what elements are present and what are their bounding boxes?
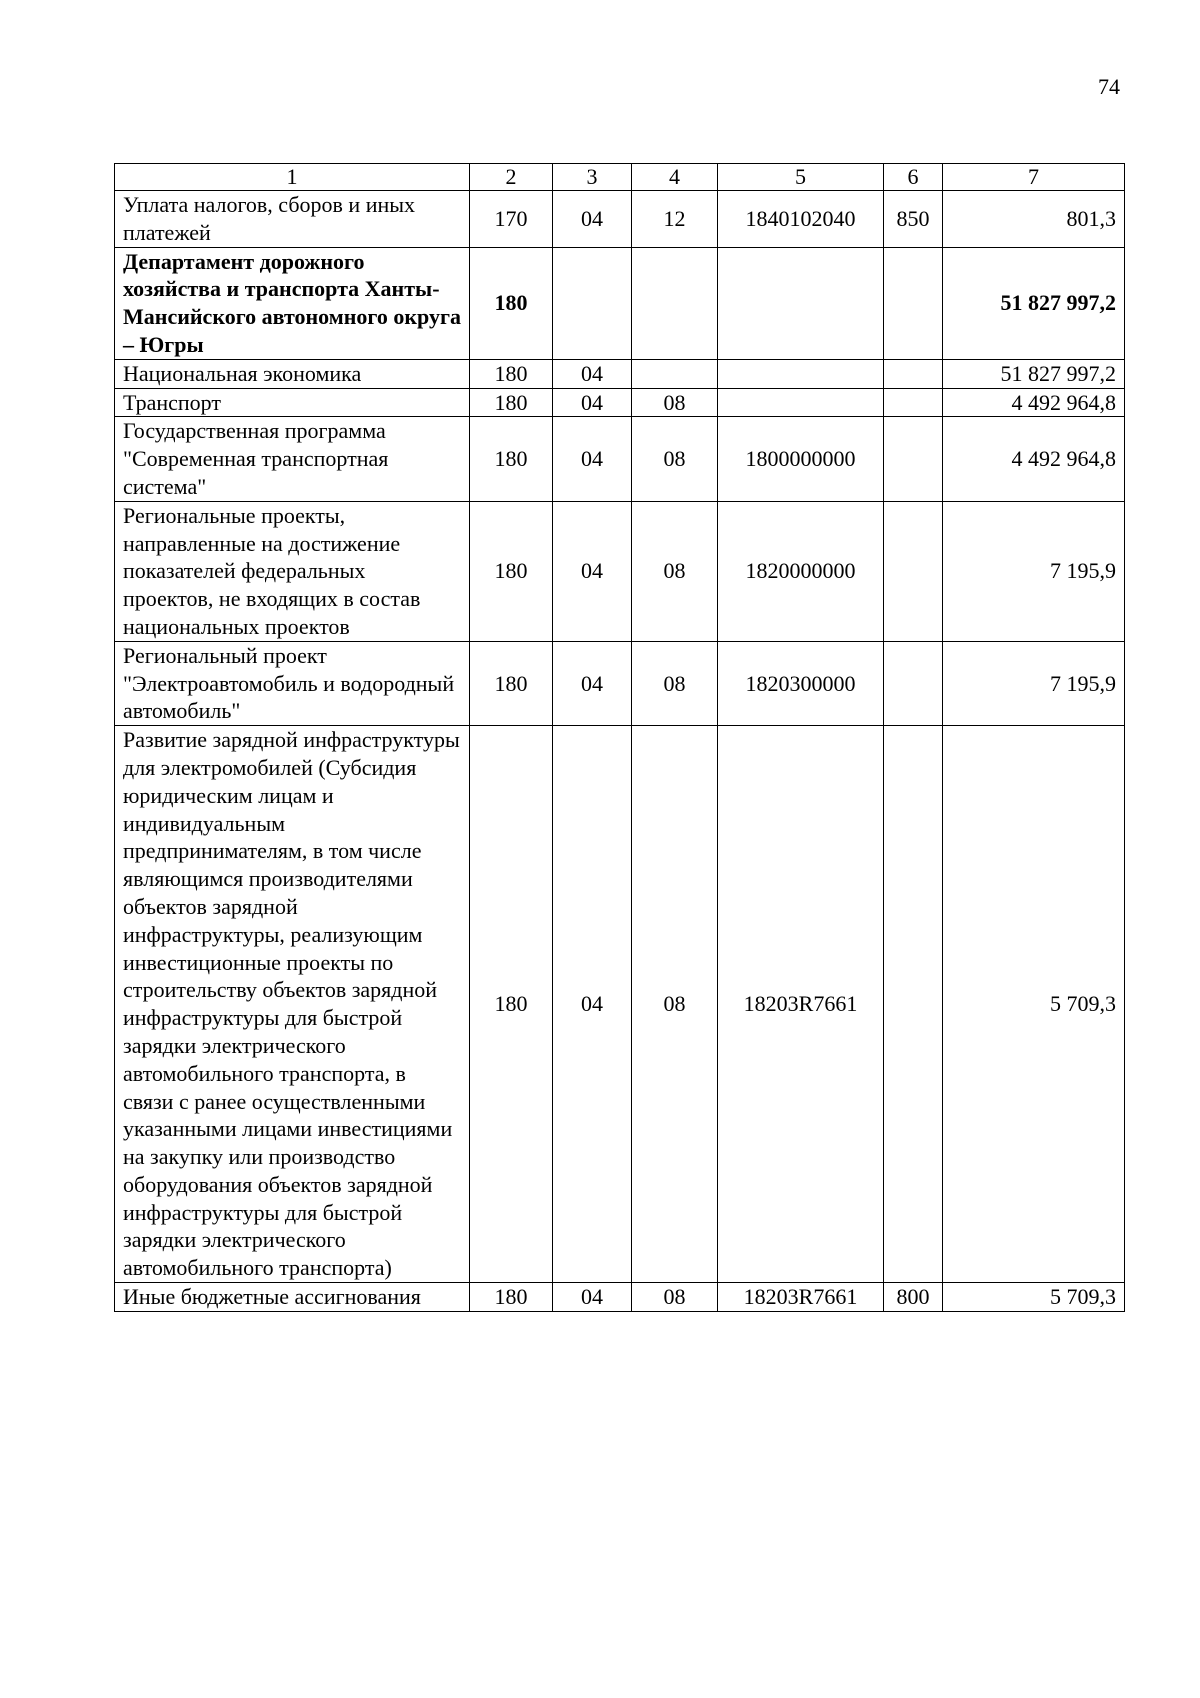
row-code-3-cell: 04 bbox=[553, 417, 632, 501]
row-code-5-cell: 18203R7661 bbox=[718, 726, 884, 1283]
table-row bbox=[115, 191, 1125, 248]
row-amount-cell: 7 195,9 bbox=[943, 501, 1125, 641]
row-code-4-cell: 08 bbox=[632, 501, 718, 641]
column-header: 4 bbox=[632, 164, 718, 191]
table-row bbox=[115, 726, 1125, 1283]
row-code-6-cell: 800 bbox=[884, 1283, 943, 1312]
row-amount-cell: 4 492 964,8 bbox=[943, 417, 1125, 501]
table-row bbox=[115, 641, 1125, 725]
row-amount-cell: 5 709,3 bbox=[943, 1283, 1125, 1312]
column-header: 2 bbox=[470, 164, 553, 191]
row-code-5-cell: 1840102040 bbox=[718, 191, 884, 248]
row-code-4-cell: 08 bbox=[632, 1283, 718, 1312]
row-code-3-cell: 04 bbox=[553, 641, 632, 725]
row-name-cell: Транспорт bbox=[115, 388, 470, 417]
row-code-4-cell bbox=[632, 247, 718, 359]
table-row bbox=[115, 501, 1125, 641]
row-code-3-cell: 04 bbox=[553, 359, 632, 388]
row-code-2-cell: 180 bbox=[470, 1283, 553, 1312]
row-amount-cell: 4 492 964,8 bbox=[943, 388, 1125, 417]
row-amount-cell: 5 709,3 bbox=[943, 726, 1125, 1283]
row-code-3-cell: 04 bbox=[553, 1283, 632, 1312]
row-code-4-cell: 08 bbox=[632, 417, 718, 501]
column-header: 3 bbox=[553, 164, 632, 191]
row-code-3-cell: 04 bbox=[553, 388, 632, 417]
row-code-2-cell: 180 bbox=[470, 417, 553, 501]
row-code-2-cell: 180 bbox=[470, 501, 553, 641]
row-code-6-cell bbox=[884, 726, 943, 1283]
row-amount-cell: 51 827 997,2 bbox=[943, 359, 1125, 388]
row-name-cell: Развитие зарядной инфраструктуры для электромобилей (Субсидия юридическим лицам и индивидуальным предпринимателям, в том числе являющимся производителями объектов зарядной инфраструктуры, реализующим инвестиционные проекты по строительству объектов зарядной инфраструктуры для быстрой зарядки электрического автомобильного транспорта, в связи с ранее осуществленными указанными лицами инвестициями на закупку или производство оборудования объектов зарядной инфраструктуры для быстрой зарядки электрического автомобильного транспорта) bbox=[115, 726, 470, 1283]
row-name-cell: Департамент дорожного хозяйства и транспорта Ханты-Мансийского автономного округа – Югры bbox=[115, 247, 470, 359]
row-name-cell: Государственная программа "Современная транспортная система" bbox=[115, 417, 470, 501]
row-code-6-cell bbox=[884, 247, 943, 359]
row-code-5-cell: 1820000000 bbox=[718, 501, 884, 641]
row-code-5-cell: 1800000000 bbox=[718, 417, 884, 501]
row-amount-cell: 7 195,9 bbox=[943, 641, 1125, 725]
row-code-6-cell bbox=[884, 388, 943, 417]
row-code-2-cell: 180 bbox=[470, 359, 553, 388]
row-name-cell: Национальная экономика bbox=[115, 359, 470, 388]
row-code-5-cell: 18203R7661 bbox=[718, 1283, 884, 1312]
column-header: 1 bbox=[115, 164, 470, 191]
row-code-2-cell: 180 bbox=[470, 247, 553, 359]
budget-table bbox=[114, 163, 1125, 1312]
row-name-cell: Уплата налогов, сборов и иных платежей bbox=[115, 191, 470, 248]
row-code-6-cell bbox=[884, 641, 943, 725]
row-code-6-cell bbox=[884, 359, 943, 388]
column-header: 6 bbox=[884, 164, 943, 191]
table-row bbox=[115, 247, 1125, 359]
row-name-cell: Региональный проект "Электроавтомобиль и водородный автомобиль" bbox=[115, 641, 470, 725]
table-row bbox=[115, 388, 1125, 417]
row-code-2-cell: 180 bbox=[470, 726, 553, 1283]
table-row bbox=[115, 1283, 1125, 1312]
table-header-row bbox=[115, 164, 1125, 191]
row-code-5-cell: 1820300000 bbox=[718, 641, 884, 725]
row-code-3-cell: 04 bbox=[553, 726, 632, 1283]
row-code-6-cell bbox=[884, 417, 943, 501]
row-code-2-cell: 180 bbox=[470, 388, 553, 417]
row-code-4-cell: 08 bbox=[632, 726, 718, 1283]
table-row bbox=[115, 359, 1125, 388]
column-header: 7 bbox=[943, 164, 1125, 191]
row-code-3-cell: 04 bbox=[553, 501, 632, 641]
row-code-3-cell bbox=[553, 247, 632, 359]
row-code-5-cell bbox=[718, 388, 884, 417]
row-code-4-cell: 08 bbox=[632, 388, 718, 417]
row-code-2-cell: 170 bbox=[470, 191, 553, 248]
row-name-cell: Иные бюджетные ассигнования bbox=[115, 1283, 470, 1312]
column-header: 5 bbox=[718, 164, 884, 191]
table-row bbox=[115, 417, 1125, 501]
row-code-4-cell: 08 bbox=[632, 641, 718, 725]
row-code-2-cell: 180 bbox=[470, 641, 553, 725]
row-name-cell: Региональные проекты, направленные на достижение показателей федеральных проектов, не входящих в состав национальных проектов bbox=[115, 501, 470, 641]
row-code-5-cell bbox=[718, 359, 884, 388]
row-amount-cell: 801,3 bbox=[943, 191, 1125, 248]
page-number: 74 bbox=[1098, 74, 1120, 99]
row-code-6-cell bbox=[884, 501, 943, 641]
row-code-4-cell: 12 bbox=[632, 191, 718, 248]
row-code-5-cell bbox=[718, 247, 884, 359]
row-amount-cell: 51 827 997,2 bbox=[943, 247, 1125, 359]
row-code-4-cell bbox=[632, 359, 718, 388]
row-code-6-cell: 850 bbox=[884, 191, 943, 248]
row-code-3-cell: 04 bbox=[553, 191, 632, 248]
